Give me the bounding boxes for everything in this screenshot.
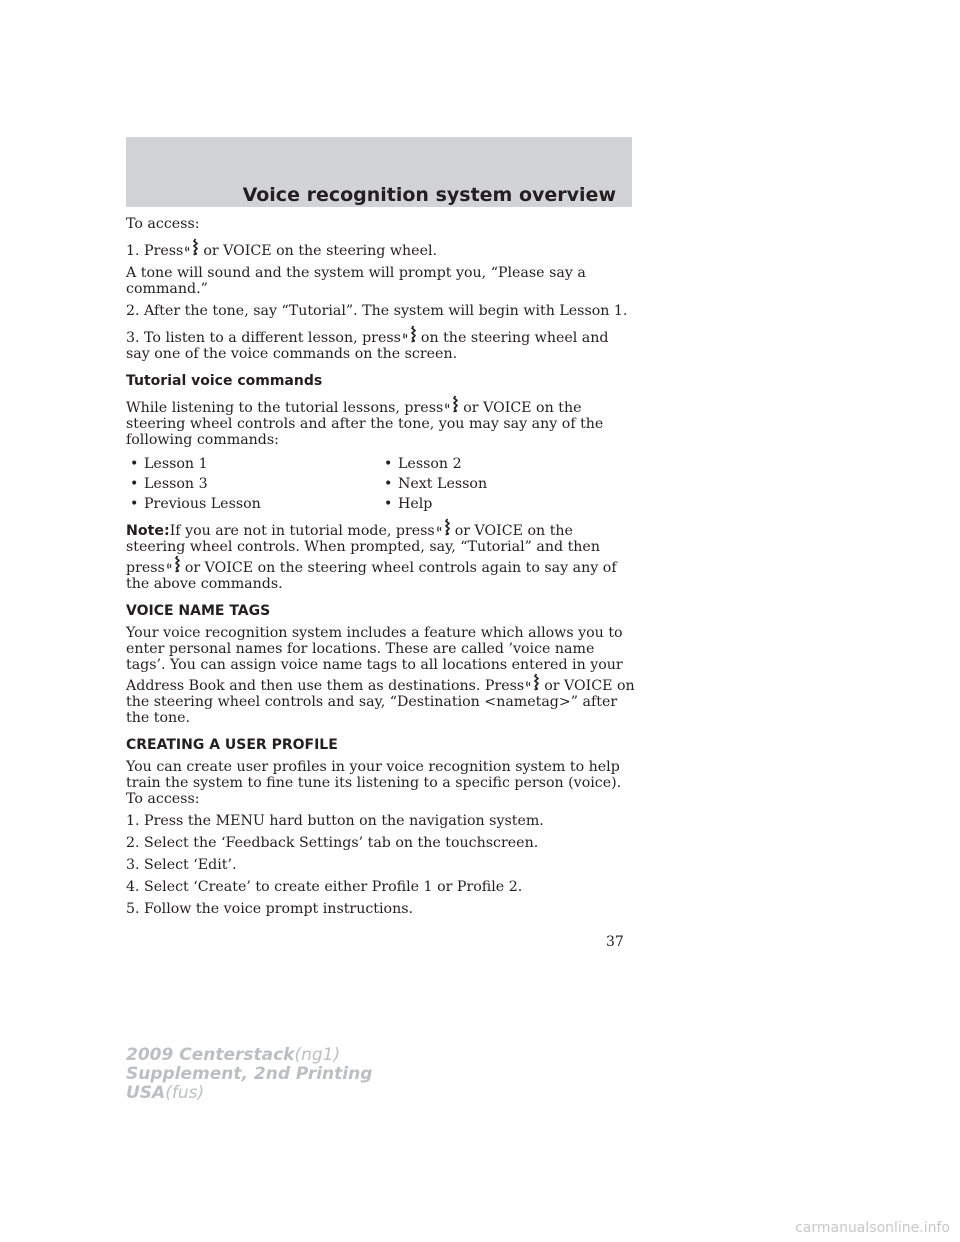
footer-line-3: USA(fus) bbox=[126, 1083, 205, 1103]
access-intro: To access: bbox=[126, 216, 200, 232]
bullet-icon: • bbox=[384, 496, 393, 512]
voice-button-icon bbox=[402, 325, 420, 345]
voice-button-icon bbox=[166, 555, 184, 575]
access-step-1: 1. Press or VOICE on the steering wheel. bbox=[126, 238, 636, 259]
voice-button-icon bbox=[436, 518, 454, 538]
profile-step: 3. Select ‘Edit’. bbox=[126, 857, 237, 873]
command-item: • Lesson 3 bbox=[130, 476, 208, 492]
command-item: • Next Lesson bbox=[384, 476, 488, 492]
bullet-icon: • bbox=[384, 456, 393, 472]
page-number: 37 bbox=[606, 934, 624, 950]
section-header-band bbox=[126, 137, 632, 207]
bullet-icon: • bbox=[130, 456, 139, 472]
bullet-icon: • bbox=[130, 496, 139, 512]
command-item: • Lesson 2 bbox=[384, 456, 462, 472]
bullet-icon: • bbox=[130, 476, 139, 492]
profile-step: 2. Select the ‘Feedback Settings’ tab on the touchscreen. bbox=[126, 835, 539, 851]
footer-line-2: Supplement, 2nd Printing bbox=[126, 1064, 373, 1084]
voice-button-icon bbox=[444, 395, 462, 415]
command-item: • Previous Lesson bbox=[130, 496, 261, 512]
command-item: • Lesson 1 bbox=[130, 456, 208, 472]
footer-line-1: 2009 Centerstack(ng1) bbox=[126, 1045, 341, 1065]
voice-button-icon bbox=[184, 238, 202, 258]
user-profile-heading: CREATING A USER PROFILE bbox=[126, 737, 338, 753]
section-title: Voice recognition system overview bbox=[242, 184, 616, 206]
tutorial-note: Note:If you are not in tutorial mode, press or VOICE on the steering wheel controls. When prompted, say, “Tutorial” and then press or VOICE on the steering wheel controls again to say any of the above commands. bbox=[126, 518, 636, 592]
access-step-2: 2. After the tone, say “Tutorial”. The system will begin with Lesson 1. bbox=[126, 303, 628, 319]
note-label: Note: bbox=[126, 523, 170, 539]
name-tags-heading: VOICE NAME TAGS bbox=[126, 603, 271, 619]
access-step-3: 3. To listen to a different lesson, press on the steering wheel and say one of the voice commands on the screen. bbox=[126, 325, 636, 362]
profile-step: 4. Select ‘Create’ to create either Profile 1 or Profile 2. bbox=[126, 879, 523, 895]
profile-step: 1. Press the MENU hard button on the navigation system. bbox=[126, 813, 544, 829]
document-footer bbox=[126, 1046, 372, 1103]
tutorial-command-list bbox=[126, 456, 636, 512]
voice-button-icon bbox=[525, 673, 543, 693]
bullet-icon: • bbox=[384, 476, 393, 492]
page-content bbox=[126, 216, 636, 923]
user-profile-intro: You can create user profiles in your voice recognition system to help train the system to fine tune its listening to a specific person (voice). To access: bbox=[126, 759, 622, 807]
command-item: • Help bbox=[384, 496, 433, 512]
watermark: carmanualsonline.info bbox=[795, 1220, 950, 1236]
tutorial-intro: While listening to the tutorial lessons, press or VOICE on the steering wheel controls and after the tone, you may say any of the following commands: bbox=[126, 395, 636, 448]
name-tags-body: Your voice recognition system includes a feature which allows you to enter personal names for locations. These are called ’voice name tags’. You can assign voice name tags to all locations entered in your Address Book and then use them as destinations. Press or VOICE on the steering wheel controls and say, “Destination <nametag>” after the tone. bbox=[126, 625, 635, 726]
tutorial-heading: Tutorial voice commands bbox=[126, 373, 323, 389]
access-tone-text: A tone will sound and the system will prompt you, “Please say a command.” bbox=[126, 265, 586, 297]
profile-step: 5. Follow the voice prompt instructions. bbox=[126, 901, 413, 917]
